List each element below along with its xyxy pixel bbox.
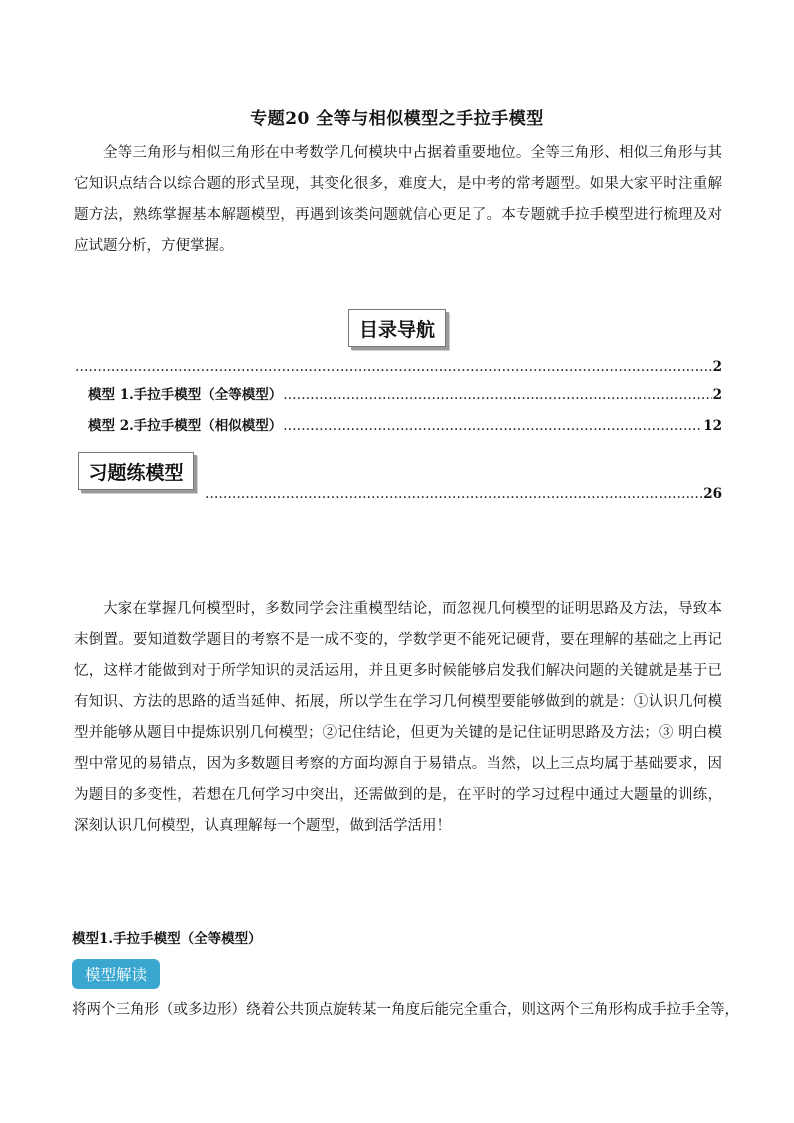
toc-row-label: 模型 2.手拉手模型（相似模型） bbox=[88, 418, 283, 434]
toc-page-number: 2 bbox=[712, 359, 722, 375]
toc-page-number: 12 bbox=[703, 418, 722, 434]
toc-leader-dots bbox=[205, 486, 702, 502]
toc-page-number: 26 bbox=[703, 486, 722, 502]
definition-paragraph: 将两个三角形（或多边形）绕着公共顶点旋转某一角度后能完全重合，则这两个三角形构成手拉手全等， bbox=[72, 1002, 739, 1018]
exercise-heading: 习题练模型 bbox=[78, 452, 194, 490]
toc-row-exercise[interactable] bbox=[204, 486, 722, 502]
toc-heading: 目录导航 bbox=[348, 309, 446, 347]
document-title: 专题20 全等与相似模型之手拉手模型 bbox=[250, 109, 544, 129]
intro-paragraph: 全等三角形与相似三角形在中考数学几何模块中占据着重要地位。全等三角形、相似三角形与其它知识点结合以综合题的形式呈现，其变化很多，难度大，是中考的常考题型。如果大家平时注重解题方法，熟练掌握基本解题模型，再遇到该类问题就信心更足了。本专题就手拉手模型进行梳理及对应试题分析，方便掌握。 bbox=[74, 145, 722, 254]
toc-row-model-1[interactable] bbox=[88, 383, 722, 403]
advice-paragraph: 大家在掌握几何模型时，多数同学会注重模型结论，而忽视几何模型的证明思路及方法，导致本末倒置。要知道数学题目的考察不是一成不变的，学数学更不能死记硬背，要在理解的基础之上再记忆，这样才能做到对于所学知识的灵活运用，并且更多时候能够启发我们解决问题的关键就是基于已有知识、方法的思路的适当延伸、拓展，所以学生在学习几何模型要能够做到的就是：①认识几何模型并能够从题目中提炼识别几何模型；②记住结论，但更为关键的是记住证明思路及方法；③ 明白模型中常见的易错点，因为多数题目考察的方面均源自于易错点。当然，以上三点均属于基础要求，因为题目的多变性，若想在几何学习中突出，还需做到的是，在平时的学习过程中通过大题量的训练，深刻认识几何模型，认真理解每一个题型，做到活学活用！ bbox=[74, 601, 722, 834]
toc-leader-dots bbox=[75, 359, 712, 375]
model-interpretation-badge: 模型解读 bbox=[72, 959, 160, 989]
toc-row-overview[interactable] bbox=[74, 359, 722, 375]
toc-page-number: 2 bbox=[712, 387, 722, 403]
section-heading-model-1: 模型1.手拉手模型（全等模型） bbox=[72, 931, 262, 947]
toc-leader-dots bbox=[283, 387, 711, 403]
toc-row-label: 模型 1.手拉手模型（全等模型） bbox=[88, 387, 283, 403]
toc-row-model-2[interactable] bbox=[88, 414, 722, 434]
toc-leader-dots bbox=[283, 418, 702, 434]
